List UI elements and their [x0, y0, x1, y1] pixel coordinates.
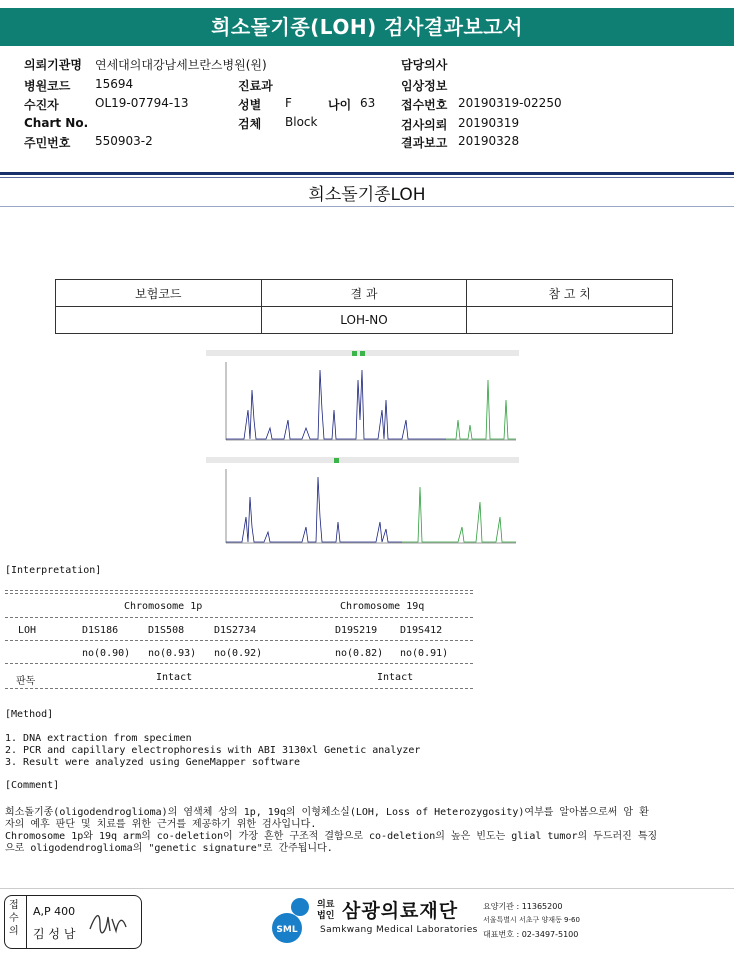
electropherogram-19q: [206, 457, 519, 547]
receiver-label: 수진자: [24, 98, 59, 112]
requester-value: 연세대의대강남세브란스병원(원): [95, 58, 267, 72]
chromosome-1p-label: Chromosome 1p: [124, 601, 203, 612]
dashed-rule: [5, 688, 473, 689]
dept-label: 진료과: [238, 79, 273, 93]
divider-section: [0, 206, 734, 207]
result-table: [55, 279, 673, 334]
logo-text: SML: [276, 925, 298, 935]
age-label: 나이: [328, 98, 352, 112]
sex-value: F: [285, 96, 292, 110]
cell-insurance-code: [56, 307, 262, 334]
value-d19s412: no(0.91): [400, 648, 449, 659]
accession-label: 접수번호: [401, 98, 448, 112]
method-step: 3. Result were analyzed using GeneMapper software: [5, 757, 301, 768]
marker-d19s412: D19S412: [400, 625, 443, 636]
signer-name: 김 성 남: [33, 927, 76, 941]
signature-box-divider: [26, 896, 27, 948]
table-header-row: [56, 280, 673, 307]
org-tel: 대표번호 : 02-3497-5100: [483, 930, 579, 939]
method-step: 2. PCR and capillary electrophoresis with ABI 3130xl Genetic analyzer: [5, 745, 421, 756]
comment-line: 희소돌기종(oligodendroglioma)의 염색체 상의 1p, 19q의 이형체소실(LOH, Loss of Heterozygosity)여부를 알아봄으로써 암 환: [5, 807, 649, 818]
request-label: 검사의뢰: [401, 118, 448, 132]
clinical-label: 임상정보: [401, 79, 448, 93]
judge-1p: Intact: [156, 672, 193, 683]
value-d1s186: no(0.90): [82, 648, 131, 659]
rrn-label: 주민번호: [24, 136, 71, 150]
dashed-rule: [5, 590, 473, 591]
org-en-name: Samkwang Medical Laboratories: [320, 925, 478, 935]
signature-icon: [88, 907, 132, 937]
header-insurance-code: 보험코드: [56, 280, 262, 307]
request-value: 20190319: [458, 116, 520, 130]
report-label: 결과보고: [401, 136, 448, 150]
report-value: 20190328: [458, 134, 520, 148]
comment-line: 자의 예후 판단 및 치료를 위한 근거를 제공하기 위한 검사입니다.: [5, 819, 317, 830]
header-result: 결 과: [261, 280, 467, 307]
org-prefix-line: 의료: [317, 900, 335, 910]
cell-result: LOH-NO: [261, 307, 467, 334]
value-d1s508: no(0.93): [148, 648, 197, 659]
dashed-rule: [5, 640, 473, 641]
value-d1s2734: no(0.92): [214, 648, 263, 659]
dashed-rule: [5, 593, 473, 594]
section-title: 희소돌기종LOH: [308, 185, 426, 205]
hospital-code-label: 병원코드: [24, 79, 71, 93]
interpretation-heading: [Interpretation]: [5, 565, 102, 576]
dashed-rule: [5, 617, 473, 618]
chart-label: Chart No.: [24, 116, 89, 130]
comment-line: 으로 oligodendroglioma의 "genetic signature"로 간주됩니다.: [5, 843, 333, 854]
requester-label: 의뢰기관명: [24, 58, 82, 72]
method-heading: [Method]: [5, 709, 54, 720]
marker-d1s186: D1S186: [82, 625, 119, 636]
dashed-rule: [5, 663, 473, 664]
marker-d1s508: D1S508: [148, 625, 185, 636]
hospital-code-value: 15694: [95, 77, 134, 91]
specimen-value: Block: [285, 115, 318, 129]
sml-logo-icon: [270, 897, 312, 945]
cell-reference: [467, 307, 673, 334]
rrn-value: 550903-2: [95, 134, 153, 148]
judge-19q: Intact: [377, 672, 414, 683]
footer-divider: [0, 888, 734, 889]
method-step: 1. DNA extraction from specimen: [5, 733, 192, 744]
receiver-value: OL19-07794-13: [95, 96, 189, 110]
org-address: 서울특별시 서초구 양재동 9-60: [483, 916, 580, 924]
stamp-label: 접수의: [9, 900, 19, 937]
divider-thick: [0, 172, 734, 175]
chromosome-19q-label: Chromosome 19q: [340, 601, 425, 612]
specimen-label: 검체: [238, 117, 262, 131]
comment-heading: [Comment]: [5, 780, 60, 791]
age-value: 63: [360, 96, 376, 110]
divider-thin: [0, 177, 734, 178]
value-d19s219: no(0.82): [335, 648, 384, 659]
header-reference: 참 고 치: [467, 280, 673, 307]
comment-line: Chromosome 1p와 19q arm의 co-deletion이 가장 흔한 구조적 결함으로 co-deletion의 높은 빈도는 glial tumor의 두드러진 특징: [5, 831, 658, 842]
org-prefix: [317, 900, 334, 922]
org-code: 요양기관 : 11365200: [483, 902, 563, 911]
org-prefix-line: 법인: [317, 911, 335, 921]
electropherogram-1p: [206, 350, 519, 445]
table-row: [56, 307, 673, 334]
report-title: 희소돌기종(LOH) 검사결과보고서: [0, 8, 734, 46]
marker-d19s219: D19S219: [335, 625, 378, 636]
accession-value: 20190319-02250: [458, 96, 562, 110]
org-name: 삼광의료재단: [342, 900, 459, 922]
loh-row-label: LOH: [18, 625, 37, 636]
marker-d1s2734: D1S2734: [214, 625, 257, 636]
signer-code: A,P 400: [33, 905, 76, 918]
judge-label: 판독: [16, 676, 36, 687]
doctor-label: 담당의사: [401, 58, 448, 72]
sex-label: 성별: [238, 98, 262, 112]
